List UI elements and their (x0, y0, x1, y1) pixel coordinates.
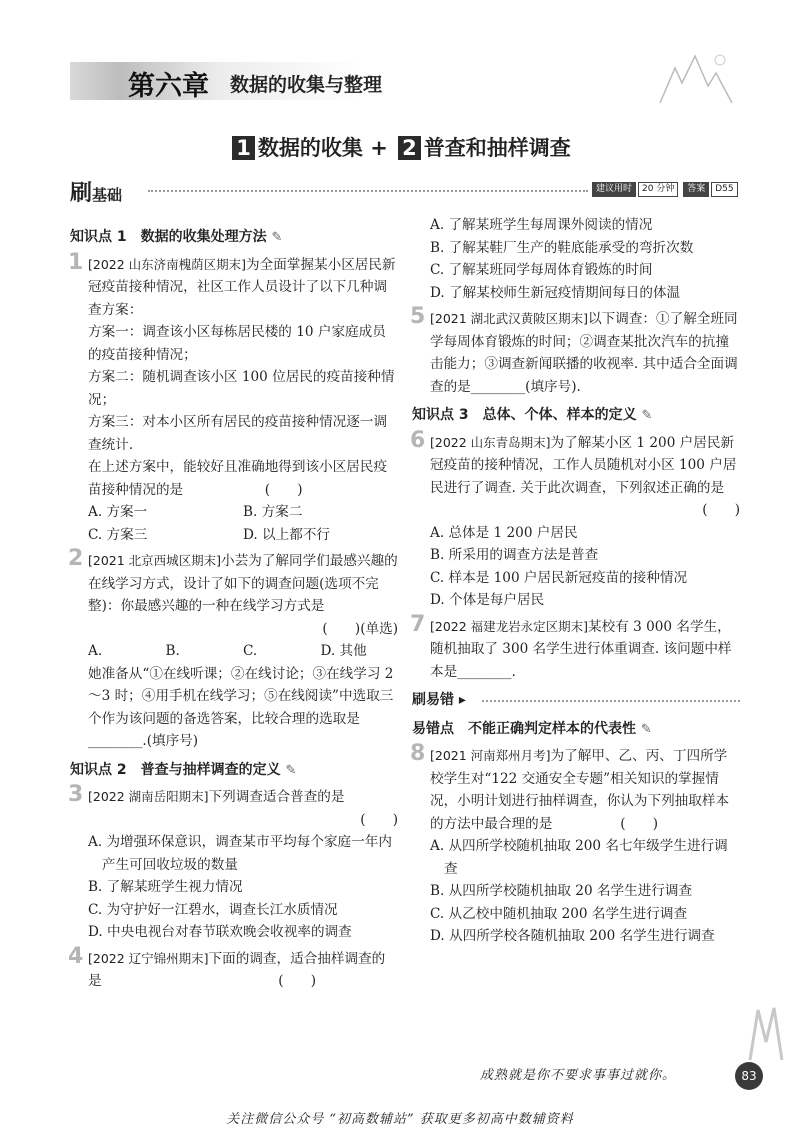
question-3 (68, 782, 398, 831)
question-1 (68, 249, 398, 502)
option-d: D. 中央电视台对春节联欢晚会收视率的调查 (88, 924, 352, 940)
option-d: D. 了解某校师生新冠疫情期间每日的体温 (430, 284, 681, 301)
options-row (70, 524, 398, 547)
question-source: [2022 山东青岛期末] (430, 434, 551, 450)
question-number: 6 (410, 427, 426, 453)
answer-blank: ( ) (702, 502, 740, 518)
time-answer-tags (592, 182, 740, 197)
option-a: A. 从四所学校随机抽取 200 名七年级学生进行调查 (430, 838, 728, 877)
option-d: D. 其他 (320, 643, 367, 659)
question-source: [2022 福建龙岩永定区期末] (430, 618, 589, 634)
options-row (70, 640, 398, 663)
question-number: 5 (410, 304, 426, 329)
left-column (70, 220, 398, 993)
footer-quote: 成熟就是你不要求事事过就你。 (480, 1068, 677, 1083)
question-text: 某校有 3 000 名学生，随机抽取了 300 名学生进行体重调查. 该问题中样本是________. (430, 618, 732, 680)
question-number: 7 (410, 611, 426, 637)
question-number: 2 (68, 546, 84, 571)
error-prone-heading (412, 689, 740, 712)
question-source: [2021 河南郑州月考] (430, 748, 551, 763)
question-number: 8 (410, 741, 426, 766)
right-column (412, 214, 740, 948)
plus-sign: + (370, 136, 388, 160)
kp3-title: 知识点 3 总体、个体、样本的定义 (412, 407, 637, 423)
section-title-1: 数据的收集 (257, 136, 363, 160)
option-d: D. 个体是每户居民 (430, 592, 545, 608)
section-title-2: 普查和抽样调查 (423, 136, 571, 160)
question-text: 为全面掌握某小区居民新冠疫苗接种情况，社区工作人员设计了以下几种调查方案： (88, 256, 396, 318)
triangle-icon: ▸ (458, 692, 466, 708)
page-number: 83 (735, 1062, 763, 1090)
knowledge-point-2 (70, 759, 398, 783)
plan-2: 方案二：随机调查该小区 100 位居民的疫苗接种情况； (88, 369, 395, 408)
shua-char: 刷 (70, 181, 93, 206)
question-2 (68, 546, 398, 640)
answer-blank: ( ) (360, 811, 398, 828)
option-c: C. 为守护好一江碧水，调查长江水质情况 (88, 901, 338, 918)
suggested-time-label: 建议用时 (592, 182, 636, 197)
option-b: B. 了解某班学生视力情况 (88, 879, 243, 895)
option-b: B. (165, 643, 180, 659)
question-source: [2022 山东济南槐荫区期末] (88, 256, 247, 272)
decor-illustration (650, 48, 740, 108)
option-b: B. 所采用的调查方法是普查 (430, 547, 599, 563)
question-text: 以下调查：①了解全班同学每周体育锻炼的时间；②调查某批次汽车的抗撞击能力；③调查新闻联播的收视率. 其中适合全面调查的是________(填序号). (430, 311, 738, 395)
kp2-title: 知识点 2 普查与抽样调查的定义 (70, 761, 281, 778)
chapter-number: 第六章 (128, 71, 209, 102)
section-number-1: 1 (232, 136, 255, 160)
question-source: [2022 湖南岳阳期末] (88, 789, 209, 804)
question-number: 4 (68, 943, 84, 969)
question-text-continued: 她准备从“①在线听课；②在线讨论；③在线学习 2～3 时；④用手机在线学习；⑤在线阅读”中选取三个作为该问题的备选答案，比较合理的选取是________.(填序号) (88, 665, 394, 749)
kp1-title: 知识点 1 数据的收集处理方法 (70, 229, 267, 245)
option-c: C. 了解某班同学每周体育锻炼的时间 (430, 262, 653, 278)
option-a: A. 为增强环保意识，调查某市平均每个家庭一年内产生可回收垃圾的数量 (88, 834, 392, 873)
basics-heading (70, 176, 122, 207)
option-b: B. 了解某鞋厂生产的鞋底能承受的弯折次数 (430, 239, 694, 256)
question-source: [2021 北京西城区期末] (88, 553, 222, 568)
option-d: D. 从四所学校各随机抽取 200 名学生进行调查 (430, 928, 715, 944)
error-prone-label: 刷易错 (412, 692, 454, 708)
pen-icon: ✎ (285, 762, 297, 778)
option-a: A. (88, 643, 103, 659)
option-c: C. 方案三 (88, 526, 148, 543)
paper-clip-icon (740, 1002, 790, 1062)
question-text: 为了解某小区 1 200 户居民新冠疫苗的接种情况，工作人员随机对小区 100 户居民进行了调查. 关于此次调查，下列叙述正确的是 (430, 434, 737, 496)
error-point-title: 易错点 不能正确判定样本的代表性 (412, 720, 636, 737)
basics-label: 基础 (92, 186, 123, 204)
section-title (0, 132, 800, 162)
question-text: 下面的调查，适合抽样调查的是 ( ) (88, 950, 386, 989)
question-number: 1 (68, 249, 84, 275)
question-text: 下列调查适合普查的是 (208, 789, 345, 805)
question-source: [2022 辽宁锦州期末] (88, 950, 209, 966)
question-7 (410, 611, 740, 684)
plan-3: 方案三：对本小区所有居民的疫苗接种情况逐一调查统计. (88, 414, 388, 453)
pen-icon: ✎ (640, 721, 652, 737)
question-text: 为了解甲、乙、丙、丁四所学校学生对“122 交通安全专题”相关知识的掌握情况，小明计划进行抽样调查，你认为下列抽取样本的方法中最合理的是 ( ) (430, 748, 730, 832)
option-a: A. 方案一 (88, 504, 148, 520)
chapter-title: 数据的收集与整理 (230, 74, 383, 96)
option-d: D. 以上都不行 (243, 526, 331, 543)
option-a: A. 总体是 1 200 户居民 (430, 524, 578, 541)
question-prompt: 在上述方案中，能较好且准确地得到该小区居民疫苗接种情况的是 ( ) (88, 459, 388, 498)
answer-blank: ( )(单选) (322, 620, 398, 637)
option-b: B. 从四所学校随机抽取 20 名学生进行调查 (430, 883, 693, 899)
suggested-time-value: 20 分钟 (638, 182, 678, 197)
question-6 (410, 427, 740, 522)
question-source: [2021 湖北武汉黄陂区期末] (430, 311, 589, 326)
question-4 (68, 943, 398, 993)
option-c: C. (243, 643, 258, 659)
question-text: 小芸为了解同学们最感兴趣的在线学习方式，设计了如下的调查问题(选项不完整)：你最感兴趣的一种在线学习方式是 (88, 553, 398, 614)
option-c: C. 从乙校中随机抽取 200 名学生进行调查 (430, 905, 688, 922)
dotted-divider (148, 190, 588, 192)
option-a: A. 了解某班学生每周课外阅读的情况 (430, 217, 653, 233)
question-8 (410, 741, 740, 835)
option-c: C. 样本是 100 户居民新冠疫苗的接种情况 (430, 569, 688, 586)
pen-icon: ✎ (271, 230, 283, 245)
options-row (70, 501, 398, 524)
error-point (412, 718, 740, 742)
option-b: B. 方案二 (243, 504, 303, 520)
knowledge-point-1 (70, 226, 398, 250)
answer-page: D55 (711, 182, 737, 197)
plan-1: 方案一：调查该小区每栋居民楼的 10 户家庭成员的疫苗接种情况； (88, 324, 386, 363)
watermark: 关注微信公众号 “初高数辅站” 获取更多初高中数辅资料 (226, 1112, 574, 1127)
pen-icon: ✎ (641, 408, 653, 423)
answer-label: 答案 (683, 182, 709, 197)
question-number: 3 (68, 782, 84, 807)
question-5 (410, 304, 740, 398)
section-number-2: 2 (398, 136, 421, 160)
knowledge-point-3 (412, 404, 740, 428)
